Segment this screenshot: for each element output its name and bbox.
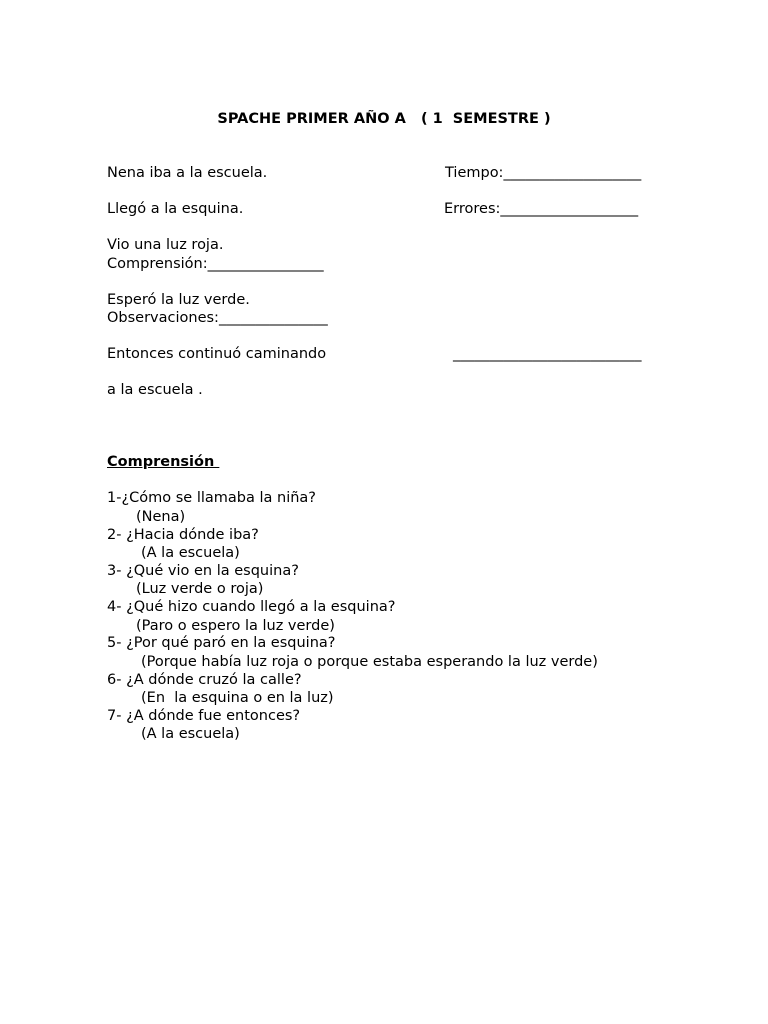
answer-1: (Nena) (136, 509, 186, 525)
errores-field: Errores:___________________ (444, 201, 639, 217)
observaciones-field: Observaciones:_______________ (107, 310, 328, 326)
question-6: 6- ¿A dónde cruzó la calle? (107, 672, 302, 688)
reading-line-3: Vio una luz roja. (107, 237, 224, 253)
reading-line-2: Llegó a la esquina. (107, 201, 244, 217)
question-4: 4- ¿Qué hizo cuando llegó a la esquina? (107, 599, 396, 615)
answer-6: (En la esquina o en la luz) (141, 690, 334, 706)
question-5: 5- ¿Por qué paró en la esquina? (107, 635, 336, 651)
reading-line-5: Entonces continuó caminando (107, 346, 327, 362)
comprehension-heading: Comprensión (107, 454, 220, 470)
answer-2: (A la escuela) (141, 545, 240, 561)
question-1: 1-¿Cómo se llamaba la niña? (107, 490, 317, 506)
answer-5: (Porque había luz roja o porque estaba esperando la luz verde) (141, 654, 598, 670)
reading-line-1: Nena iba a la escuela. (107, 165, 268, 181)
comprension-field: Comprensión:________________ (107, 256, 324, 272)
document-title: SPACHE PRIMER AÑO A ( 1 SEMESTRE ) (217, 111, 551, 127)
question-3: 3- ¿Qué vio en la esquina? (107, 563, 299, 579)
tiempo-field: Tiempo:___________________ (445, 165, 642, 181)
blank-signature-line: __________________________ (453, 346, 642, 362)
answer-7: (A la escuela) (141, 726, 240, 742)
question-2: 2- ¿Hacia dónde iba? (107, 527, 259, 543)
reading-line-6: a la escuela . (107, 382, 203, 398)
reading-line-4: Esperó la luz verde. (107, 292, 250, 308)
answer-4: (Paro o espero la luz verde) (136, 618, 335, 634)
question-7: 7- ¿A dónde fue entonces? (107, 708, 301, 724)
answer-3: (Luz verde o roja) (136, 581, 264, 597)
